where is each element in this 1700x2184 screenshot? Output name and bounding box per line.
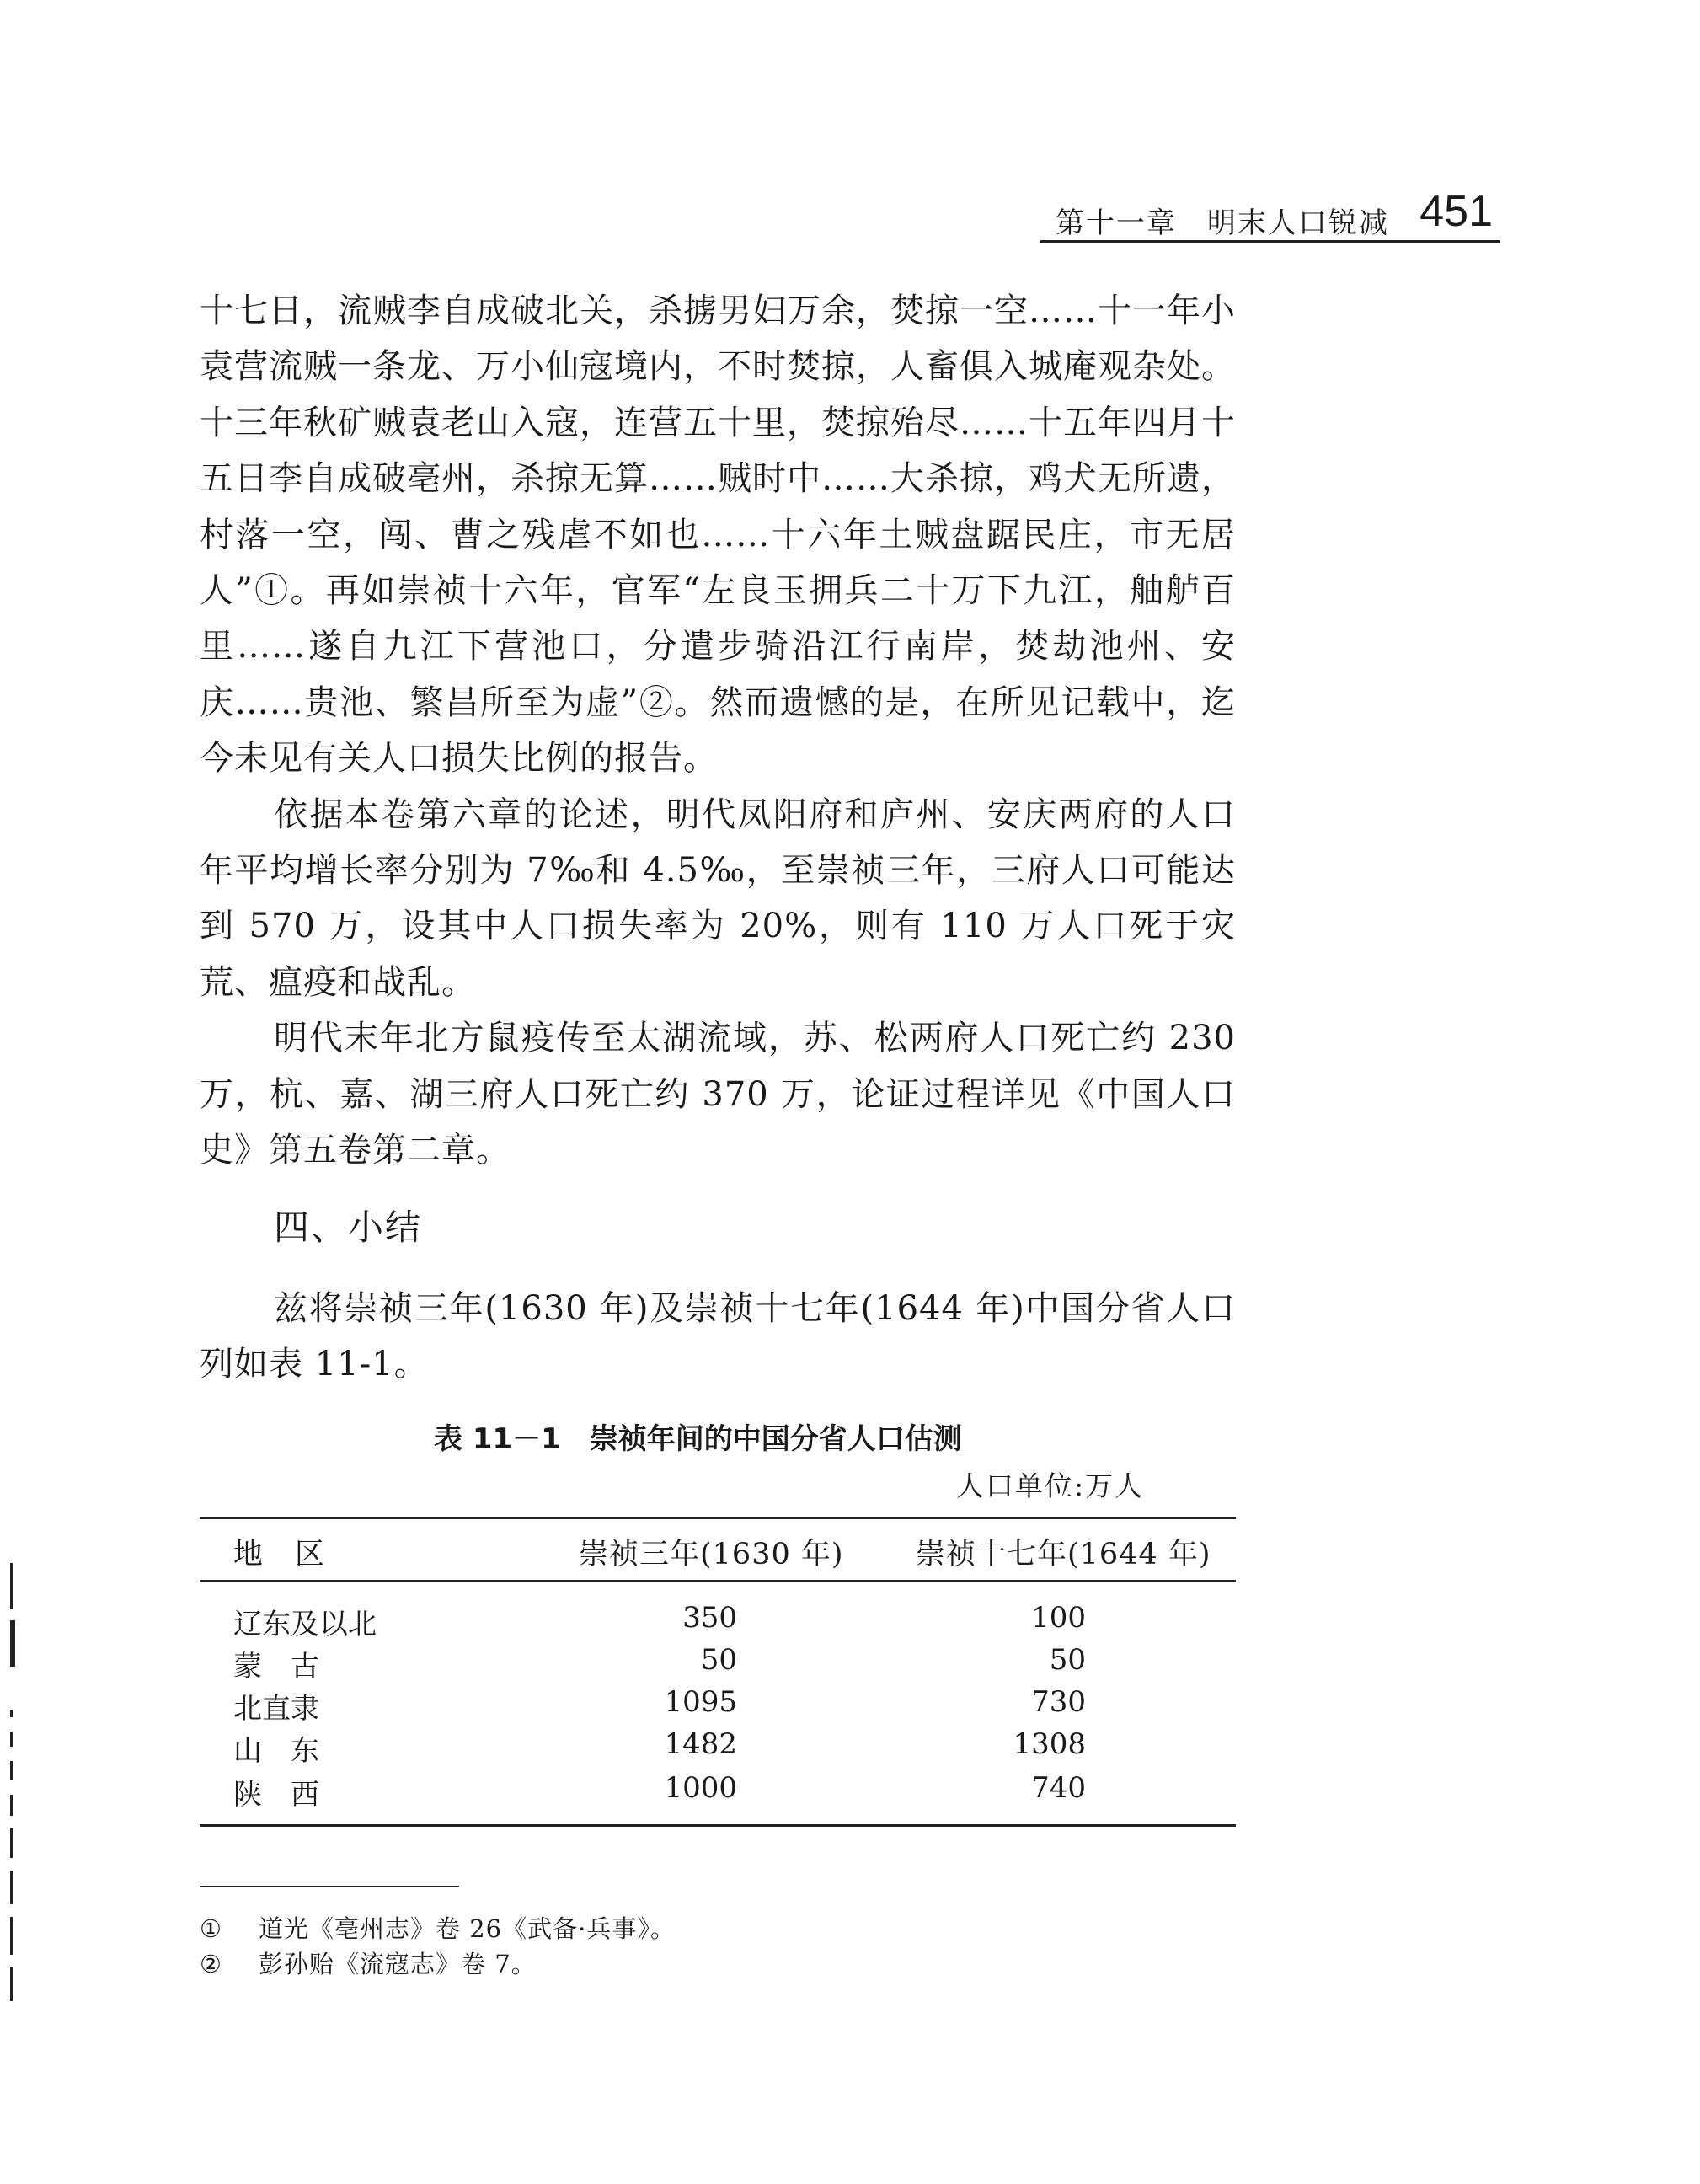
footnotes bbox=[200, 1911, 676, 1982]
table-header-rule bbox=[200, 1580, 1236, 1582]
scan-mark bbox=[10, 1828, 13, 1858]
region-cell: 北直隶 bbox=[233, 1692, 319, 1726]
running-header bbox=[1040, 187, 1500, 243]
value-1644-cell: 1308 bbox=[1013, 1727, 1086, 1761]
value-1630-cell: 1000 bbox=[664, 1771, 737, 1805]
paragraph: 兹将崇祯三年(1630 年)及崇祯十七年(1644 年)中国分省人口列如表 11-1。 bbox=[200, 1289, 1236, 1384]
footnote-separator bbox=[200, 1886, 459, 1887]
scan-mark bbox=[10, 1967, 13, 2001]
footnote-text: 道光《亳州志》卷 26《武备·兵事》。 bbox=[259, 1914, 676, 1943]
body-text bbox=[200, 283, 1236, 1179]
footnote-mark: ① bbox=[200, 1914, 222, 1943]
table-row bbox=[200, 1643, 1236, 1685]
region-cell: 辽东及以北 bbox=[233, 1608, 377, 1641]
scan-mark bbox=[10, 1917, 13, 1955]
scan-mark bbox=[10, 1871, 13, 1904]
table-caption: 表 11－1 崇祯年间的中国分省人口估测 bbox=[434, 1422, 962, 1456]
table-row bbox=[200, 1771, 1236, 1813]
region-cell: 蒙古 bbox=[233, 1650, 348, 1684]
value-1630-cell: 50 bbox=[700, 1643, 737, 1677]
paragraph: 明代末年北方鼠疫传至太湖流域，苏、松两府人口死亡约 230 万，杭、嘉、湖三府人口死亡约 370 万，论证过程详见《中国人口史》第五卷第二章。 bbox=[200, 1019, 1236, 1170]
value-1644-cell: 740 bbox=[1031, 1771, 1086, 1805]
value-1644-cell: 100 bbox=[1031, 1601, 1086, 1635]
paragraph: 十七日，流贼李自成破北关，杀掳男妇万余，焚掠一空……十一年小袁营流贼一条龙、万小仙寇境内，不时焚掠，人畜俱入城庵观杂处。十三年秋矿贼袁老山入寇，连营五十里，焚掠殆尽……十五年四月十五日李自成破亳州，杀掠无算……贼时中……大杀掠，鸡犬无所遗，村落一空，闯、曹之残虐不如也……十六年土贼盘踞民庄，市无居人”①。再如崇祯十六年，官军“左良玉拥兵二十万下九江，舳舻百里……遂自九江下营池口，分遣步骑沿江行南岸，焚劫池州、安庆……贵池、繁昌所至为虚”②。然而遗憾的是，在所见记载中，迄今未见有关人口损失比例的报告。 bbox=[200, 292, 1236, 779]
region-cell: 陕西 bbox=[233, 1778, 348, 1812]
footnote-text: 彭孙贻《流寇志》卷 7。 bbox=[259, 1950, 537, 1978]
table-top-rule bbox=[200, 1517, 1236, 1519]
scan-mark bbox=[10, 1620, 15, 1667]
chapter-title: 第十一章 明末人口锐减 bbox=[1056, 206, 1389, 240]
value-1630-cell: 1482 bbox=[664, 1727, 737, 1761]
table-bottom-rule bbox=[200, 1824, 1236, 1827]
page-number: 451 bbox=[1419, 187, 1493, 236]
footnote bbox=[200, 1911, 676, 1946]
table-row bbox=[200, 1727, 1236, 1769]
scan-mark bbox=[10, 1732, 13, 1747]
column-header-1644: 崇祯十七年(1644 年) bbox=[916, 1538, 1211, 1571]
table-row bbox=[200, 1601, 1236, 1643]
table-unit: 人口单位:万人 bbox=[956, 1469, 1145, 1502]
value-1644-cell: 730 bbox=[1031, 1685, 1086, 1719]
scan-mark bbox=[10, 1761, 13, 1780]
section-intro bbox=[200, 1281, 1236, 1392]
table-row bbox=[200, 1685, 1236, 1727]
value-1630-cell: 1095 bbox=[664, 1685, 737, 1719]
scan-mark bbox=[10, 1563, 13, 1609]
footnote-mark: ② bbox=[200, 1950, 222, 1978]
footnote bbox=[200, 1946, 676, 1982]
section-heading: 四、小结 bbox=[274, 1207, 423, 1248]
region-cell: 山东 bbox=[233, 1734, 348, 1768]
scan-edge-marks bbox=[10, 1563, 19, 2018]
column-header-region: 地区 bbox=[233, 1538, 357, 1571]
value-1630-cell: 350 bbox=[682, 1601, 737, 1635]
value-1644-cell: 50 bbox=[1049, 1643, 1086, 1677]
column-header-1630: 崇祯三年(1630 年) bbox=[579, 1538, 844, 1571]
paragraph: 依据本卷第六章的论述，明代凤阳府和庐州、安庆两府的人口年平均增长率分别为 7‰和 4.5‰，至崇祯三年，三府人口可能达到 570 万，设其中人口损失率为 20%，则有 110 万人口死于灾荒、瘟疫和战乱。 bbox=[200, 795, 1236, 1002]
scan-mark bbox=[10, 1795, 13, 1816]
scan-mark bbox=[10, 1710, 13, 1717]
